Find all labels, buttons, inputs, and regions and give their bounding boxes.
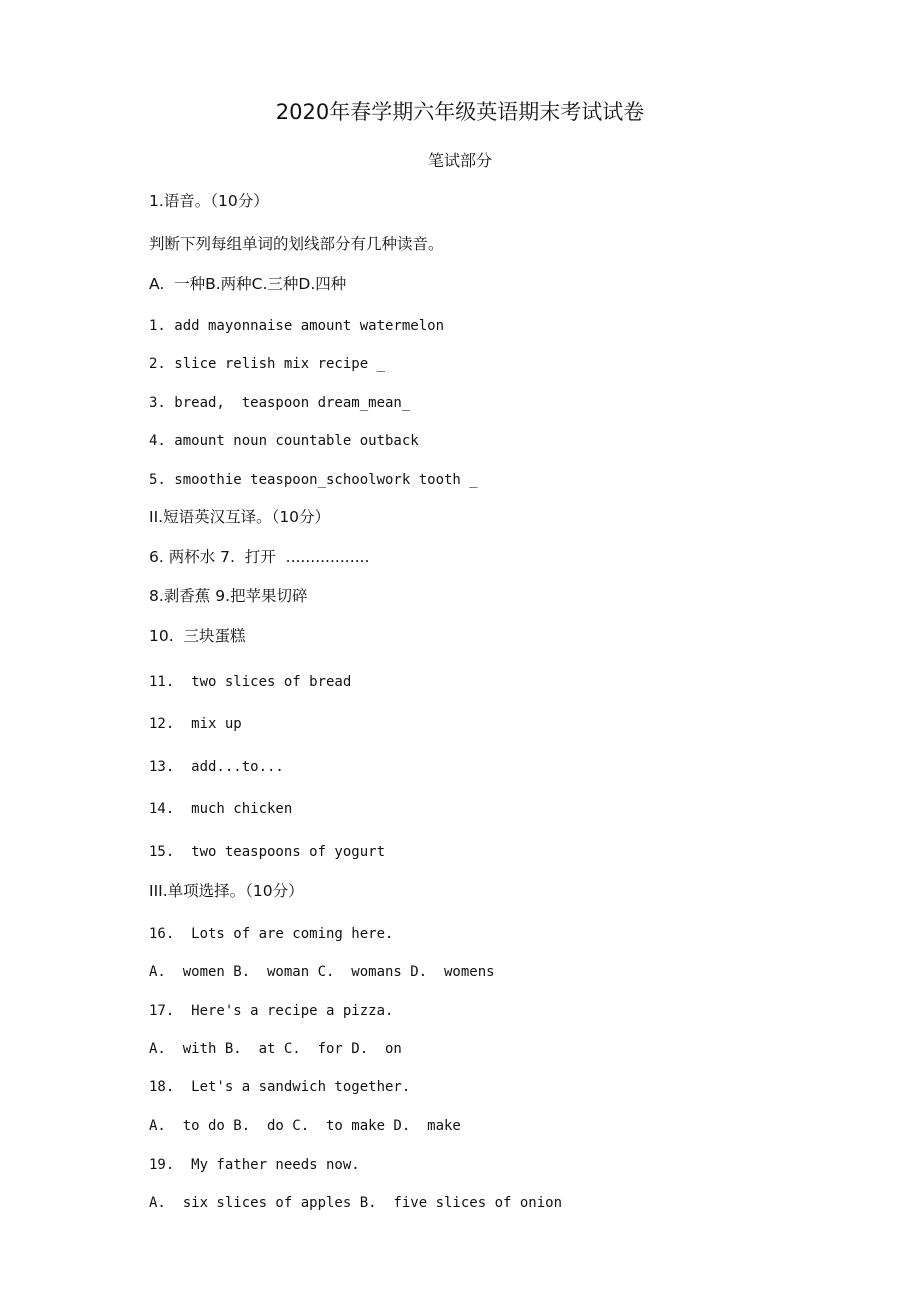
question-line: 3. bread, teaspoon dream_mean_ <box>149 395 411 411</box>
question-line: 2. slice relish mix recipe _ <box>149 356 386 372</box>
question-line: 16. Lots of are coming here. <box>149 926 394 942</box>
question-line: 13. add...to... <box>149 759 284 775</box>
section-heading-written: 笔试部分 <box>427 151 492 170</box>
question-line: 15. two teaspoons of yogurt <box>149 844 386 860</box>
question-line: 4. amount noun countable outback <box>149 433 419 449</box>
question-line: 1. add mayonnaise amount watermelon <box>149 318 445 334</box>
answer-options: A. with B. at C. for D. on <box>149 1041 402 1057</box>
question-line: 10. 三块蛋糕 <box>149 627 246 645</box>
answer-options: A. women B. woman C. womans D. womens <box>149 964 495 980</box>
section-1-options: A. 一种B.两种C.三种D.四种 <box>149 275 347 293</box>
section-3-heading: III.单项选择。（10分） <box>149 882 304 900</box>
question-line: 19. My father needs now. <box>149 1157 360 1173</box>
section-1-instruction: 判断下列每组单词的划线部分有几种读音。 <box>149 235 444 253</box>
question-line: 17. Here's a recipe a pizza. <box>149 1003 394 1019</box>
question-line: 6. 两杯水 7. 打开 ................. <box>149 548 370 566</box>
question-line: 18. Let's a sandwich together. <box>149 1079 411 1095</box>
answer-options: A. six slices of apples B. five slices of onion <box>149 1195 563 1211</box>
question-line: 11. two slices of bread <box>149 674 352 690</box>
question-line: 8.剥香蕉 9.把苹果切碎 <box>149 587 308 605</box>
question-line: 12. mix up <box>149 716 242 732</box>
section-1-heading: 1.语音。（10分） <box>149 192 269 210</box>
question-line: 5. smoothie teaspoon_schoolwork tooth _ <box>149 472 478 488</box>
question-line: 14. much chicken <box>149 801 293 817</box>
section-2-heading: II.短语英汉互译。（10分） <box>149 508 331 526</box>
answer-options: A. to do B. do C. to make D. make <box>149 1118 461 1134</box>
exam-title: 2020年春学期六年级英语期末考试试卷 <box>275 100 645 124</box>
